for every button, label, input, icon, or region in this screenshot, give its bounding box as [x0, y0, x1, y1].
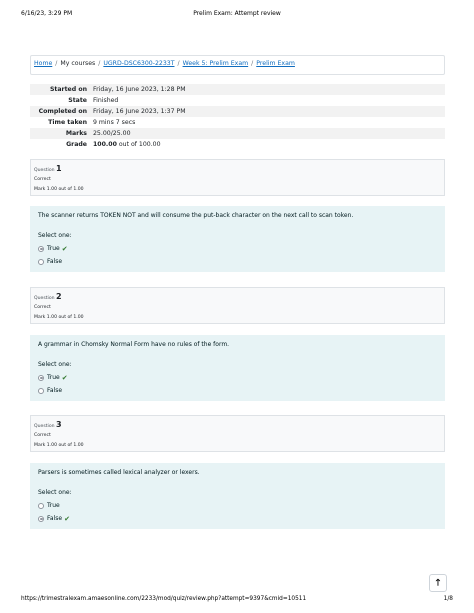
breadcrumb: Home / My courses / UGRD-DSC6300-2233T / Week 5: Prelim Exam / Prelim Exam [30, 55, 445, 75]
summary-row: Grade 100.00 out of 100.00 [66, 141, 161, 148]
question-mark: Mark 1.00 out of 1.00 [34, 187, 84, 192]
question-body-3 [30, 463, 445, 529]
breadcrumb-week[interactable]: Week 5: Prelim Exam [182, 60, 249, 67]
option-false[interactable]: False [38, 255, 437, 268]
question-info-1: Question 1 Correct Mark 1.00 out of 1.00 [30, 159, 445, 196]
breadcrumb-course[interactable]: UGRD-DSC6300-2233T [103, 60, 175, 67]
select-prompt: Select one: [38, 489, 72, 496]
radio-button[interactable] [38, 516, 44, 522]
radio-button[interactable] [38, 503, 44, 509]
question-state: Correct [34, 433, 51, 438]
question-text: A grammar in Chomsky Normal Form have no rules of the form. [38, 341, 230, 348]
radio-button[interactable] [38, 375, 44, 381]
print-header [21, 10, 453, 20]
select-prompt: Select one: [38, 232, 72, 239]
question-number: 1 [56, 164, 62, 173]
summary-row: Marks 25.00/25.00 [30, 128, 445, 139]
question-state: Correct [34, 177, 51, 182]
print-footer [21, 596, 453, 606]
question-info-2: Question 2 Correct Mark 1.00 out of 1.00 [30, 287, 445, 324]
summary-row: State Finished [68, 97, 119, 104]
question-text: Parsers is sometimes called lexical analyzer or lexers. [38, 469, 200, 476]
grade-value: 100.00 [93, 141, 117, 148]
check-icon: ✔ [61, 244, 68, 253]
breadcrumb-my-courses: My courses [60, 60, 96, 67]
page-number: 1/8 [443, 596, 453, 602]
question-text: The scanner returns TOKEN NOT and will consume the put-back character on the next call to scan token. [38, 212, 354, 219]
radio-button[interactable] [38, 246, 44, 252]
summary-row: Completed on Friday, 16 June 2023, 1:37 PM [30, 106, 445, 117]
option-false[interactable]: False [38, 384, 437, 397]
question-info-3: Question 3 Correct Mark 1.00 out of 1.00 [30, 415, 445, 452]
question-body-2 [30, 335, 445, 401]
back-to-top-button[interactable] [429, 574, 447, 592]
summary-row: Started on Friday, 16 June 2023, 1:28 PM [30, 84, 445, 95]
option-true[interactable]: True ✔ [38, 371, 437, 384]
option-false[interactable]: False ✔ [38, 512, 437, 525]
breadcrumb-home[interactable]: Home [34, 60, 53, 67]
question-state: Correct [34, 305, 51, 310]
radio-button[interactable] [38, 388, 44, 394]
question-body-1 [30, 206, 445, 272]
summary-row: Time taken 9 mins 7 secs [48, 119, 136, 126]
question-mark: Mark 1.00 out of 1.00 [34, 315, 84, 320]
option-true[interactable]: True [38, 499, 437, 512]
question-number: 2 [56, 292, 62, 301]
print-date: 6/16/23, 3:29 PM [21, 10, 73, 17]
radio-button[interactable] [38, 259, 44, 265]
breadcrumb-exam[interactable]: Prelim Exam [256, 60, 295, 67]
question-mark: Mark 1.00 out of 1.00 [34, 443, 84, 448]
attempt-summary-table [30, 84, 445, 150]
question-number: 3 [56, 420, 62, 429]
check-icon: ✔ [64, 514, 70, 523]
print-title: Prelim Exam: Attempt review [193, 10, 281, 17]
select-prompt: Select one: [38, 361, 72, 368]
arrow-up-icon: 🡑 [435, 578, 441, 588]
print-url: https://trimestralexam.amaesonline.com/2233/mod/quiz/review.php?attempt=9397&cmid=10511 [21, 596, 307, 602]
option-true[interactable]: True ✔ [38, 242, 437, 255]
check-icon: ✔ [61, 373, 68, 382]
